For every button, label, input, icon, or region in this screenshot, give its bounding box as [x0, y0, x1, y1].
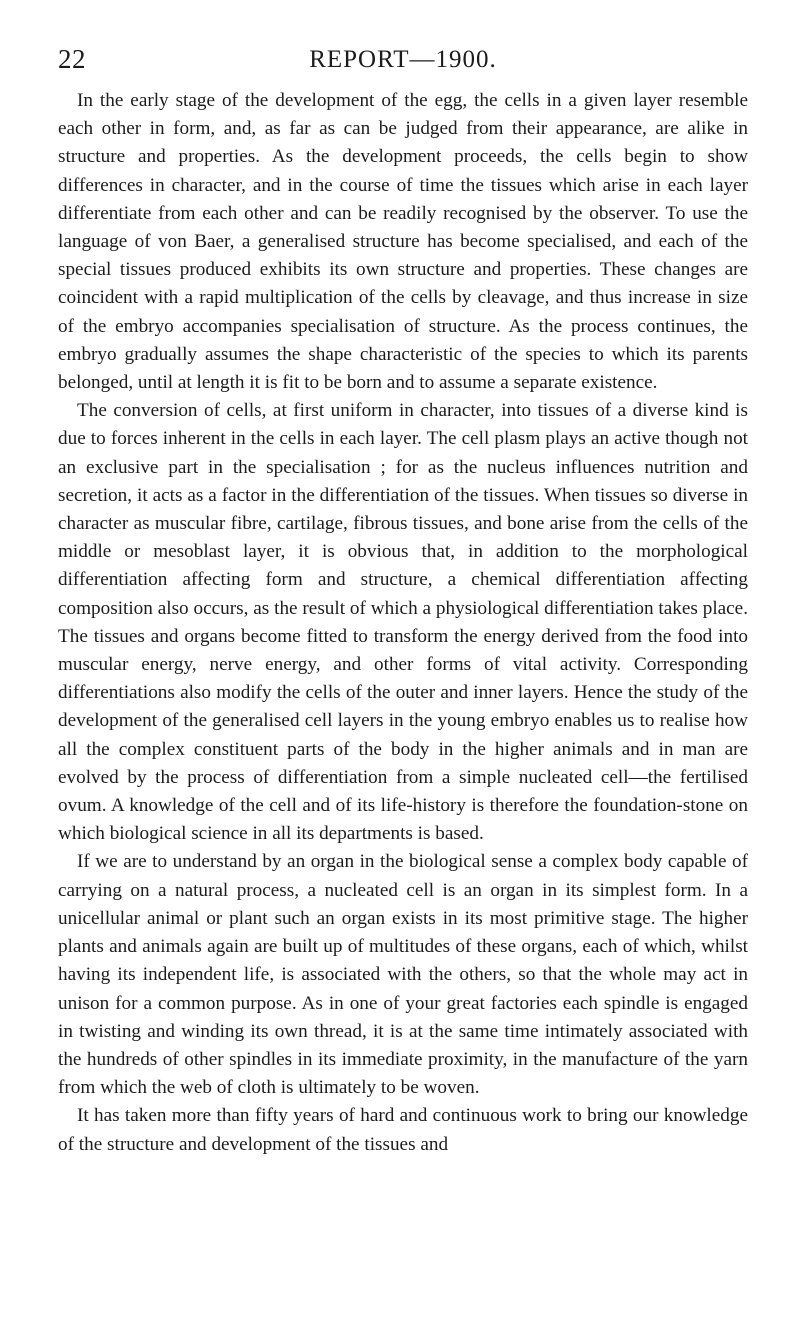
paragraph-2: The conversion of cells, at first uniform in character, into tissues of a diverse kind is due to forces inherent in the cells in each layer. The cell plasm plays an active though not an exclusive part in the specialisation ; for as the nucleus influences nutrition and secretion, it acts as a factor in the differentiation of the tissues. When tissues so diverse in character as muscular fibre, cartilage, fibrous tissues, and bone arise from the cells of the middle or mesoblast layer, it is obvious that, in addition to the morphological differentiation affecting form and structure, a chemical differentiation affecting composition also occurs, as the result of which a physiological differentiation takes place. The tissues and organs become fitted to transform the energy derived from the food into muscular energy, nerve energy, and other forms of vital activity. Corresponding differentiations also modify the cells of the outer and inner layers. Hence the study of the development of the generalised cell layers in the young embryo enables us to realise how all the complex constituent parts of the body in the higher animals and in man are evolved by the process of differentiation from a simple nucleated cell—the fertilised ovum. A knowledge of the cell and of its life-history is therefore the foundation-stone on which biological science in all its departments is based.	[58, 400, 748, 845]
paragraph-3: If we are to understand by an organ in the biological sense a complex body capable of carrying on a natural process, a nucleated cell is an organ in its simplest form. In a unicellular animal or plant such an organ exists in its most primitive stage. The higher plants and animals again are built up of multitudes of these organs, each of which, whilst having its independent life, is associated with the others, so that the whole may act in unison for a common purpose. As in one of your great factories each spindle is engaged in twisting and winding its own thread, it is at the same time intimately associated with the hundreds of other spindles in its immediate proximity, in the manufacture of the yarn from which the web of cloth is ultimately to be woven.	[58, 851, 748, 1099]
page-number: 22	[58, 44, 86, 74]
running-head: REPORT—1900.	[309, 46, 497, 73]
body-text	[58, 87, 748, 1159]
paragraph-1: In the early stage of the development of the egg, the cells in a given layer resemble each other in form, and, as far as can be judged from their appearance, are alike in structure and properties. As the development proceeds, the cells begin to show differences in character, and in the course of time the tissues which arise in each layer differentiate from each other and can be readily recognised by the observer. To use the language of von Baer, a generalised structure has become specialised, and each of the special tissues produced exhibits its own structure and properties. These changes are coincident with a rapid multiplication of the cells by cleavage, and thus increase in size of the embryo accompanies specialisation of structure. As the process continues, the embryo gradually assumes the shape characteristic of the species to which its parents belonged, until at length it is fit to be born and to assume a separate existence.	[58, 90, 748, 394]
paragraph-4: It has taken more than fifty years of hard and continuous work to bring our knowledge of the structure and development of the tissues and	[58, 1105, 748, 1155]
page-header	[58, 44, 748, 84]
